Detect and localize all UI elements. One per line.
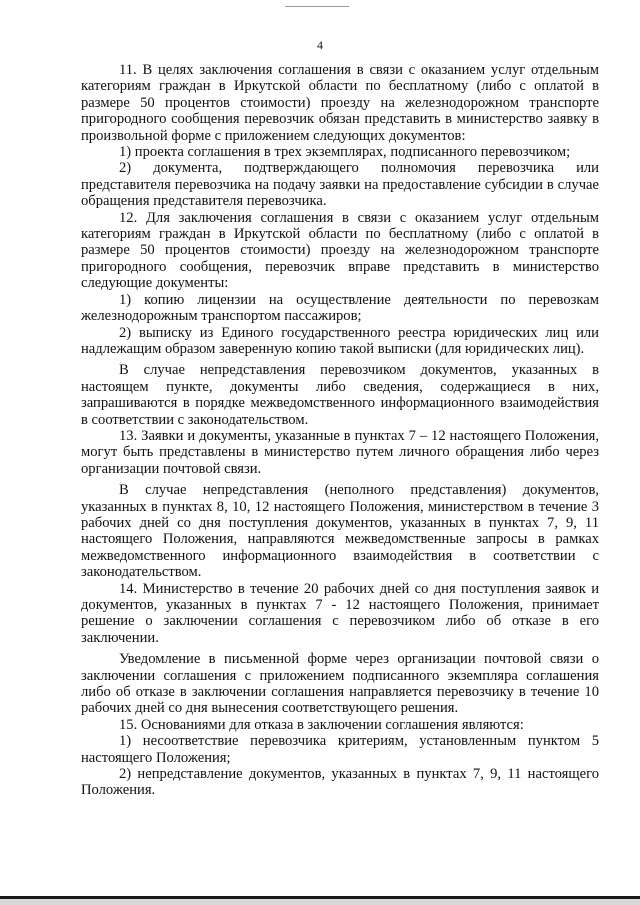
paragraph-13-note: В случае непредставления (неполного представления) документов, указанных в пунктах 8, 10, 12 настоящего Положения, министерством в течение 3 рабочих дней со дня поступления документов, указанных в пунктах 7, 9, 11 настоящего Положения, направляются межведомственные запросы в рамках межведомственного информационного взаимодействия в соответствии с законодательством.: [81, 482, 599, 581]
paragraph-12-note: В случае непредставления перевозчиком документов, указанных в настоящем пункте, документы либо сведения, содержащиеся в них, запрашиваются в порядке межведомственного информационного взаимодействия в соответствии с законодательством.: [81, 362, 599, 428]
document-body: [81, 62, 599, 799]
paragraph-15-item-2: 2) непредставление документов, указанных в пунктах 7, 9, 11 настоящего Положения.: [81, 766, 599, 799]
paragraph-11-item-1: 1) проекта соглашения в трех экземплярах, подписанного перевозчиком;: [119, 144, 571, 161]
paragraph-11: 11. В целях заключения соглашения в связи с оказанием услуг отдельным категориям граждан в Иркутской области по бесплатному (либо с оплатой в размере 50 процентов стоимости) проезду на железнодорожном транспорте пригородного сообщения перевозчик обязан представить в министерство заявку в произвольной форме с приложением следующих документов:: [81, 62, 599, 144]
paragraph-13: 13. Заявки и документы, указанные в пунктах 7 – 12 настоящего Положения, могут быть представлены в министерство путем личного обращения либо через организации почтовой связи.: [81, 427, 599, 477]
paragraph-12: 12. Для заключения соглашения в связи с оказанием услуг отдельным категориям граждан в Иркутской области по бесплатному (либо с оплатой в размере 50 процентов стоимости) проезду на железнодорожном транспорте пригородного сообщения, перевозчик вправе представить в министерство следующие документы:: [81, 209, 599, 292]
top-scan-line: [285, 6, 349, 7]
paragraph-11-item-2: 2) документа, подтверждающего полномочия перевозчика или представителя перевозчика на подачу заявки на предоставление субсидии в случае обращения представителя перевозчика.: [81, 160, 599, 210]
paragraph-14: 14. Министерство в течение 20 рабочих дней со дня поступления заявок и документов, указанных в пунктах 7 - 12 настоящего Положения, принимает решение о заключении соглашения с перевозчиком либо об отказе в его заключении.: [81, 580, 599, 646]
paragraph-14-notification: Уведомление в письменной форме через организации почтовой связи о заключении соглашения с приложением подписанного экземпляра соглашения либо об отказе в заключении соглашения направляется перевозчику в течение 10 рабочих дней со дня вынесения соответствующего решения.: [81, 651, 599, 717]
page-number: 4: [317, 38, 323, 52]
bottom-scan-shadow: [0, 899, 640, 905]
paragraph-12-item-2: 2) выписку из Единого государственного реестра юридических лиц или надлежащим образом заверенную копию такой выписки (для юридических лиц).: [81, 324, 599, 357]
paragraph-15: 15. Основаниями для отказа в заключении соглашения являются:: [119, 716, 524, 733]
paragraph-15-item-1: 1) несоответствие перевозчика критериям, установленным пунктом 5 настоящего Положения;: [81, 733, 599, 766]
paragraph-12-item-1: 1) копию лицензии на осуществление деятельности по перевозкам железнодорожным транспортом пассажиров;: [81, 291, 599, 325]
